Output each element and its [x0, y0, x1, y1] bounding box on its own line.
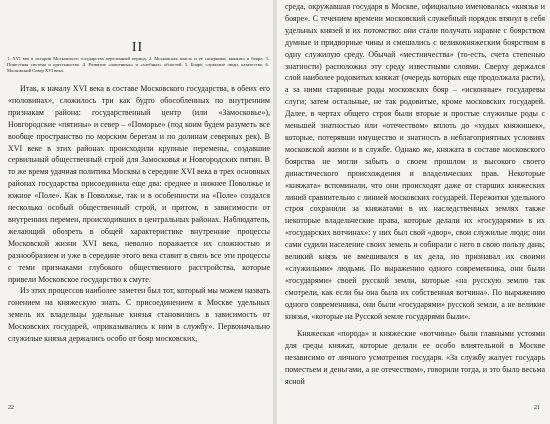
paragraph: Итак, к началу XVI века в составе Московского государства, в обеих его «половинах», сложилось три как будто обособленных по внутренним признакам района: государственный центр (или «Замосковье»), Новгородские «пятины» и север – «Поморье» (под коим будем разуметь все вообще пространство по морским берегам и по долинам северных рек). В XVI веке в этих районах происходили крупные перемены, создавшие сервильный общественный строй для Замосковья и Новгородских пятин. В то же время удачная политика Москвы в середине XVI века в трех основных районах государства присоединила еще два: среднее и нижнее Поволжье и южное «Поле». Как в Поволжье, так и в особенности на «Поле» создался несколько особый общественный строй, и притом, в зависимости от внутренних перемен, происходивших в центральных районах. Наблюдатель, желающий обозреть в общей характеристике внутренние процессы Московской жизни XVI века, неволно поражается их сложностью и разнообразием и уже в середине этого века ставит в связь все эти процессы с теми признаками глубокого общественного расстройства, которые привели Московское государство к смуте.	[8, 84, 270, 284]
paragraph: Княжеская «порода» и княжеские «вотчины» были главными устоями для среды княжат, которые делали ее особо влиятельной в Москве независимо от личного усмотрения государя. «За службу жалует государь поместьем и деньгами, а не отечеством», говорили тогда, и это было весьма ясной	[285, 329, 545, 387]
page-number: 22	[8, 405, 14, 411]
left-page-body	[8, 83, 270, 345]
chapter-numeral: II	[131, 40, 144, 55]
right-page-body	[285, 1, 545, 388]
page-number: 21	[534, 405, 540, 411]
right-page	[275, 0, 550, 424]
paragraph: Из этих процессов наиболее заметен был тот, который мы можем назвать гонением на княжескую знать. С присоединением к Москве удельных земель их владельцы удельные князья становились в зависимость от Московских государей, «приказывались к ним в службу». Первоначально служилые князья держались особо от бояр московских,	[8, 286, 270, 344]
chapter-contents-summary: 1. XVI век в истории Московского государства переломный период. 2. Московская власть и ее соперники, княжата и бояре; 3. Поместная система и крестьянство. 4. Развитие «пашенных» и «хлебных» областей. 5. Бояре, служилые люди, казачество. 6. Московский Север XVI века.	[7, 56, 269, 73]
paragraph: среда, окружавшая государя в Москве, официально именовалась «князья и бояре». С течением времени московский служебный порядок втянул в себя удельных князей и их потомство: они стали получать наравне с боярством думные и придворные чины и смешались с великокняжеским боярством в одну служилую среду. Обычай «местничества» (то-есть, счета степенью знатности) расположил эту среду известными слоями. Сверху держался слой наиболее родовитых княжат (очередь которых еще продолжала расти), а за ними старинные роды московских бояр – «исконные» государевы слуги; затем остальные, не так родовитые, кроме московских государей. Далее, в чертах общего строя были вторые и простые служилые роды с меньшей знатностью или «отечеством» вплоть до «худых княжишек», которые, потерявши имущество и знатность в неблагоприятных условиях московской жизни и в службе. Однако же, княжата в составе московского боярства не могли забыть о своем прошлом и высокого своего династического происхождения и владельческих прав. Некоторые «княжата» вспоминали, что они происходят даже от старших княжеских линий сравнительно с линией московских государей. Пережитки удельного строя сохранили за княжатами в их наследственных землях также некоторые владельческие права, которые делали их «государями» в их «государских вотчинах»: у них был свой «двор», свои служилые люди; они сами судили население своих земель и собирали с него в свою пользу дань; великий князь не вмешивался в их дела, но признавал их своими «служилыми» людьми. По выражению одного современника, они были «государями» своей русской земли, которые «на русскую землю так смотрели, как если бы она была их собственная вотчина». По выражению одного современника, они были «государями» русской земли, а не великие князья, «которые на Русской земле государями были».	[285, 2, 545, 321]
